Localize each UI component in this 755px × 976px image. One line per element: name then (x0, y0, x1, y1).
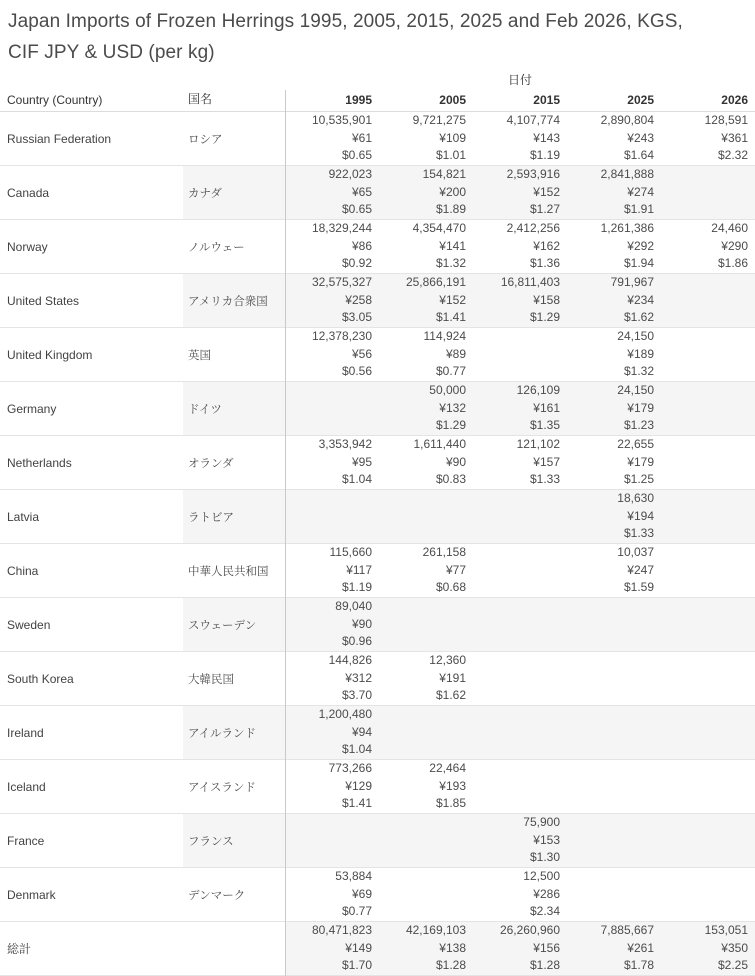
country-local-name: スウェーデン (183, 598, 285, 651)
cell-2026 (661, 706, 755, 759)
jpy-value: ¥292 (627, 238, 654, 253)
jpy-value: ¥138 (439, 940, 466, 955)
kgs-value: 10,037 (617, 545, 654, 560)
kgs-value: 144,826 (328, 653, 372, 668)
table-row-canada (0, 166, 755, 220)
cell-2026 (661, 436, 755, 489)
cell-2025 (567, 382, 661, 435)
jpy-value: ¥361 (721, 130, 748, 145)
jpy-value: ¥247 (627, 562, 654, 577)
country-local-name: ロシア (188, 133, 223, 146)
usd-value: $1.62 (435, 688, 466, 703)
usd-value: $0.96 (341, 634, 372, 649)
table-row-china (0, 544, 755, 598)
cell-2026 (661, 274, 755, 327)
cell-2026 (661, 598, 755, 651)
cell-2005 (379, 868, 473, 921)
kgs-value: 121,102 (516, 437, 560, 452)
cell-2015 (473, 706, 567, 759)
kgs-value: 4,107,774 (506, 113, 560, 128)
kgs-value: 18,630 (617, 491, 654, 506)
country-name: Germany (0, 382, 183, 435)
table-row-russian-federation (0, 112, 755, 166)
jpy-value: ¥189 (627, 346, 654, 361)
table-row-germany (0, 382, 755, 436)
cell-2005 (379, 274, 473, 327)
pane-divider-line (285, 90, 286, 976)
usd-value: $1.19 (529, 148, 560, 163)
usd-value: $2.34 (529, 904, 560, 919)
kgs-value: 89,040 (335, 599, 372, 614)
cell-2026 (661, 382, 755, 435)
cell-2025 (567, 544, 661, 597)
kgs-value: 80,471,823 (311, 923, 372, 938)
usd-value: $1.32 (623, 364, 654, 379)
cell-2015 (473, 598, 567, 651)
usd-value: $1.59 (623, 580, 654, 595)
cell-2025 (567, 328, 661, 381)
usd-value: $1.28 (435, 958, 466, 973)
cell-1995 (285, 814, 379, 867)
year-column-header-2025: 2025 (627, 93, 654, 107)
jpy-value: ¥69 (351, 886, 372, 901)
jpy-value: ¥158 (533, 292, 560, 307)
jpy-value: ¥234 (627, 292, 654, 307)
kgs-value: 24,150 (617, 383, 654, 398)
jpy-value: ¥90 (445, 454, 466, 469)
cell-2015 (473, 328, 567, 381)
country-name: Iceland (0, 760, 183, 813)
kgs-value: 4,354,470 (412, 221, 466, 236)
cell-1995 (285, 760, 379, 813)
usd-value: $3.05 (341, 310, 372, 325)
cell-1995 (285, 544, 379, 597)
cell-2005 (379, 328, 473, 381)
jpy-value: ¥89 (445, 346, 466, 361)
usd-value: $1.25 (623, 472, 654, 487)
usd-value: $0.83 (435, 472, 466, 487)
usd-value: $1.89 (435, 202, 466, 217)
kgs-value: 154,821 (422, 167, 466, 182)
cell-2005 (379, 652, 473, 705)
jpy-value: ¥286 (533, 886, 560, 901)
cell-2026 (661, 868, 755, 921)
jpy-value: ¥109 (439, 130, 466, 145)
year-column-header-2015: 2015 (533, 93, 560, 107)
cell-2015 (473, 220, 567, 273)
usd-value: $1.94 (623, 256, 654, 271)
usd-value: $1.36 (529, 256, 560, 271)
kgs-value: 114,924 (423, 329, 466, 344)
cell-2015 (473, 274, 567, 327)
country-local-name: 大韓民国 (188, 673, 234, 686)
jpy-value: ¥94 (351, 724, 372, 739)
jpy-value: ¥77 (445, 562, 466, 577)
kgs-value: 261,158 (422, 545, 466, 560)
jpy-value: ¥200 (439, 184, 466, 199)
usd-value: $2.32 (717, 148, 748, 163)
kgs-value: 2,890,804 (600, 113, 654, 128)
jpy-value: ¥161 (533, 400, 560, 415)
cell-1995 (285, 274, 379, 327)
kgs-value: 2,593,916 (506, 167, 560, 182)
kgs-value: 24,150 (617, 329, 654, 344)
cell-2005 (379, 490, 473, 543)
cell-2015 (473, 436, 567, 489)
jpy-value: ¥290 (721, 238, 748, 253)
jpy-value: ¥243 (627, 130, 654, 145)
kgs-value: 1,261,386 (600, 221, 654, 236)
jpy-value: ¥312 (345, 670, 372, 685)
cell-2005 (379, 382, 473, 435)
cell-2026 (661, 760, 755, 813)
cell-2025 (567, 274, 661, 327)
usd-value: $1.01 (435, 148, 466, 163)
usd-value: $1.29 (435, 418, 466, 433)
country-local-name: ドイツ (183, 382, 285, 435)
jpy-value: ¥61 (351, 130, 372, 145)
cell-2025 (567, 922, 661, 975)
cell-2015 (473, 868, 567, 921)
kgs-value: 53,884 (335, 869, 372, 884)
jpy-value: ¥143 (533, 130, 560, 145)
cell-2026 (661, 166, 755, 219)
cell-2015 (473, 544, 567, 597)
jpy-value: ¥56 (351, 346, 372, 361)
usd-value: $0.77 (341, 904, 372, 919)
table-row-france (0, 814, 755, 868)
usd-value: $0.77 (435, 364, 466, 379)
kgs-value: 24,460 (711, 221, 748, 236)
grand-total-label: 総計 (0, 922, 285, 975)
usd-value: $0.56 (341, 364, 372, 379)
jpy-value: ¥152 (533, 184, 560, 199)
kgs-value: 2,841,888 (600, 167, 654, 182)
jpy-value: ¥261 (627, 940, 654, 955)
kgs-value: 42,169,103 (405, 923, 466, 938)
kgs-value: 25,866,191 (405, 275, 466, 290)
cell-2026 (661, 652, 755, 705)
cell-1995 (285, 220, 379, 273)
page-title-line-1: Japan Imports of Frozen Herrings 1995, 2005, 2015, 2025 and Feb 2026, KGS, (8, 11, 683, 32)
jpy-value: ¥179 (627, 454, 654, 469)
usd-value: $1.41 (341, 796, 372, 811)
cell-2005 (379, 544, 473, 597)
kgs-value: 50,000 (429, 383, 466, 398)
jpy-value: ¥132 (439, 400, 466, 415)
usd-value: $1.33 (529, 472, 560, 487)
date-row-spacer (0, 70, 285, 90)
country-column-header: Country (Country) (7, 93, 103, 107)
jpy-value: ¥258 (345, 292, 372, 307)
usd-value: $1.91 (623, 202, 654, 217)
country-local-name: ノルウェー (188, 241, 245, 254)
page-title-line-2: CIF JPY & USD (per kg) (8, 42, 215, 63)
usd-value: $0.65 (341, 148, 372, 163)
imports-table (0, 70, 755, 976)
kgs-value: 18,329,244 (311, 221, 372, 236)
usd-value: $1.04 (341, 472, 372, 487)
table-row-norway (0, 220, 755, 274)
cell-1995 (285, 328, 379, 381)
cell-1995 (285, 922, 379, 975)
page-title (0, 0, 755, 68)
jpy-value: ¥153 (533, 832, 560, 847)
table-row-iceland (0, 760, 755, 814)
kgs-value: 7,885,667 (600, 923, 654, 938)
cell-2005 (379, 706, 473, 759)
kgs-value: 791,967 (610, 275, 654, 290)
usd-value: $1.41 (435, 310, 466, 325)
kgs-value: 1,611,440 (413, 437, 466, 452)
jpy-value: ¥156 (533, 940, 560, 955)
kgs-value: 3,353,942 (318, 437, 372, 452)
usd-value: $1.27 (529, 202, 560, 217)
cell-2015 (473, 490, 567, 543)
jpy-value: ¥90 (351, 616, 372, 631)
cell-1995 (285, 868, 379, 921)
table-row-south-korea (0, 652, 755, 706)
kgs-value: 26,260,960 (499, 923, 560, 938)
country-name: China (0, 544, 183, 597)
table-row-sweden (0, 598, 755, 652)
cell-2015 (473, 112, 567, 165)
country-name: Netherlands (0, 436, 183, 489)
kgs-value: 1,200,480 (318, 707, 372, 722)
jpy-value: ¥350 (721, 940, 748, 955)
jpy-value: ¥117 (346, 562, 372, 577)
country-local-name: アイルランド (183, 706, 285, 759)
usd-value: $2.25 (717, 958, 748, 973)
cell-2025 (567, 868, 661, 921)
country-name: Norway (0, 220, 183, 273)
kgs-value: 10,535,901 (311, 113, 372, 128)
usd-value: $0.92 (341, 256, 372, 271)
table-row-grand-total (0, 922, 755, 976)
country-local-name: 中華人民共和国 (188, 565, 269, 578)
kgs-value: 75,900 (523, 815, 560, 830)
country-local-name: カナダ (183, 166, 285, 219)
usd-value: $1.64 (623, 148, 654, 163)
cell-2005 (379, 922, 473, 975)
usd-value: $1.30 (529, 850, 560, 865)
kgs-value: 128,591 (704, 113, 748, 128)
jpy-value: ¥149 (345, 940, 372, 955)
kgs-value: 22,655 (617, 437, 654, 452)
country-local-name: アイスランド (188, 781, 256, 794)
cell-2025 (567, 814, 661, 867)
cell-2026 (661, 490, 755, 543)
country-name: United Kingdom (0, 328, 183, 381)
jpy-value: ¥152 (439, 292, 466, 307)
cell-2005 (379, 166, 473, 219)
cell-1995 (285, 706, 379, 759)
cell-2005 (379, 598, 473, 651)
cell-2005 (379, 814, 473, 867)
kgs-value: 153,051 (704, 923, 748, 938)
table-row-united-states (0, 274, 755, 328)
cell-2025 (567, 220, 661, 273)
country-name: France (0, 814, 183, 867)
kgs-value: 16,811,403 (500, 275, 560, 290)
cell-2015 (473, 652, 567, 705)
table-row-latvia (0, 490, 755, 544)
year-column-header-2005: 2005 (439, 93, 466, 107)
usd-value: $1.28 (529, 958, 560, 973)
usd-value: $1.32 (435, 256, 466, 271)
usd-value: $1.70 (341, 958, 372, 973)
cell-2025 (567, 166, 661, 219)
usd-value: $1.23 (623, 418, 654, 433)
usd-value: $3.70 (341, 688, 372, 703)
column-header-row (0, 90, 755, 112)
cell-2005 (379, 760, 473, 813)
cell-1995 (285, 598, 379, 651)
country-name: Canada (0, 166, 183, 219)
country-local-name: 英国 (188, 349, 211, 362)
cell-1995 (285, 166, 379, 219)
usd-value: $1.19 (341, 580, 372, 595)
jpy-value: ¥157 (533, 454, 560, 469)
cell-2005 (379, 112, 473, 165)
country-name: Denmark (0, 868, 183, 921)
kgs-value: 9,721,275 (412, 113, 466, 128)
usd-value: $1.78 (623, 958, 654, 973)
jpy-value: ¥86 (351, 238, 372, 253)
jpy-value: ¥193 (439, 778, 466, 793)
country-local-name: オランダ (188, 457, 234, 470)
cell-2026 (661, 220, 755, 273)
cell-2025 (567, 598, 661, 651)
jpy-value: ¥95 (351, 454, 372, 469)
table-row-united-kingdom (0, 328, 755, 382)
cell-2025 (567, 652, 661, 705)
cell-2015 (473, 922, 567, 975)
cell-1995 (285, 652, 379, 705)
cell-2015 (473, 166, 567, 219)
cell-1995 (285, 382, 379, 435)
year-column-header-1995: 1995 (345, 93, 372, 107)
cell-2026 (661, 112, 755, 165)
usd-value: $1.85 (435, 796, 466, 811)
cell-2026 (661, 922, 755, 975)
usd-value: $0.68 (435, 580, 466, 595)
cell-2005 (379, 220, 473, 273)
usd-value: $0.65 (341, 202, 372, 217)
cell-2026 (661, 544, 755, 597)
jpy-value: ¥65 (351, 184, 372, 199)
cell-2025 (567, 112, 661, 165)
kgs-value: 12,360 (429, 653, 466, 668)
jpy-value: ¥191 (439, 670, 466, 685)
usd-value: $1.62 (623, 310, 654, 325)
country-local-name: デンマーク (188, 889, 246, 902)
year-column-header-2026: 2026 (721, 93, 748, 107)
kgs-value: 126,109 (516, 383, 560, 398)
kgs-value: 22,464 (429, 761, 466, 776)
usd-value: $1.33 (623, 526, 654, 541)
table-row-ireland (0, 706, 755, 760)
usd-value: $1.86 (717, 256, 748, 271)
kgs-value: 2,412,256 (506, 221, 560, 236)
country-name: Russian Federation (0, 112, 183, 165)
cell-2015 (473, 814, 567, 867)
country-local-name: フランス (183, 814, 285, 867)
cell-2026 (661, 328, 755, 381)
date-group-header-row (0, 70, 755, 90)
cell-2025 (567, 706, 661, 759)
cell-1995 (285, 436, 379, 489)
local-name-column-header: 国名 (188, 92, 213, 106)
kgs-value: 922,023 (328, 167, 372, 182)
kgs-value: 12,500 (523, 869, 560, 884)
jpy-value: ¥162 (533, 238, 560, 253)
cell-2025 (567, 490, 661, 543)
country-name: Ireland (0, 706, 183, 759)
usd-value: $1.29 (529, 310, 560, 325)
cell-2015 (473, 760, 567, 813)
table-row-denmark (0, 868, 755, 922)
cell-2005 (379, 436, 473, 489)
kgs-value: 12,378,230 (311, 329, 372, 344)
cell-2026 (661, 814, 755, 867)
usd-value: $1.04 (341, 742, 372, 757)
table-body (0, 112, 755, 976)
usd-value: $1.35 (529, 418, 560, 433)
jpy-value: ¥194 (627, 508, 654, 523)
cell-1995 (285, 112, 379, 165)
country-local-name: アメリカ合衆国 (183, 274, 285, 327)
country-name: South Korea (0, 652, 183, 705)
kgs-value: 32,575,327 (311, 275, 372, 290)
country-local-name: ラトビア (183, 490, 285, 543)
table-row-netherlands (0, 436, 755, 490)
kgs-value: 773,266 (328, 761, 372, 776)
country-name: Latvia (0, 490, 183, 543)
cell-2025 (567, 760, 661, 813)
kgs-value: 115,660 (329, 545, 372, 560)
jpy-value: ¥129 (345, 778, 372, 793)
cell-2025 (567, 436, 661, 489)
jpy-value: ¥274 (627, 184, 654, 199)
date-group-header: 日付 (507, 73, 532, 87)
country-name: Sweden (0, 598, 183, 651)
cell-1995 (285, 490, 379, 543)
jpy-value: ¥141 (439, 238, 466, 253)
jpy-value: ¥179 (627, 400, 654, 415)
cell-2015 (473, 382, 567, 435)
country-name: United States (0, 274, 183, 327)
